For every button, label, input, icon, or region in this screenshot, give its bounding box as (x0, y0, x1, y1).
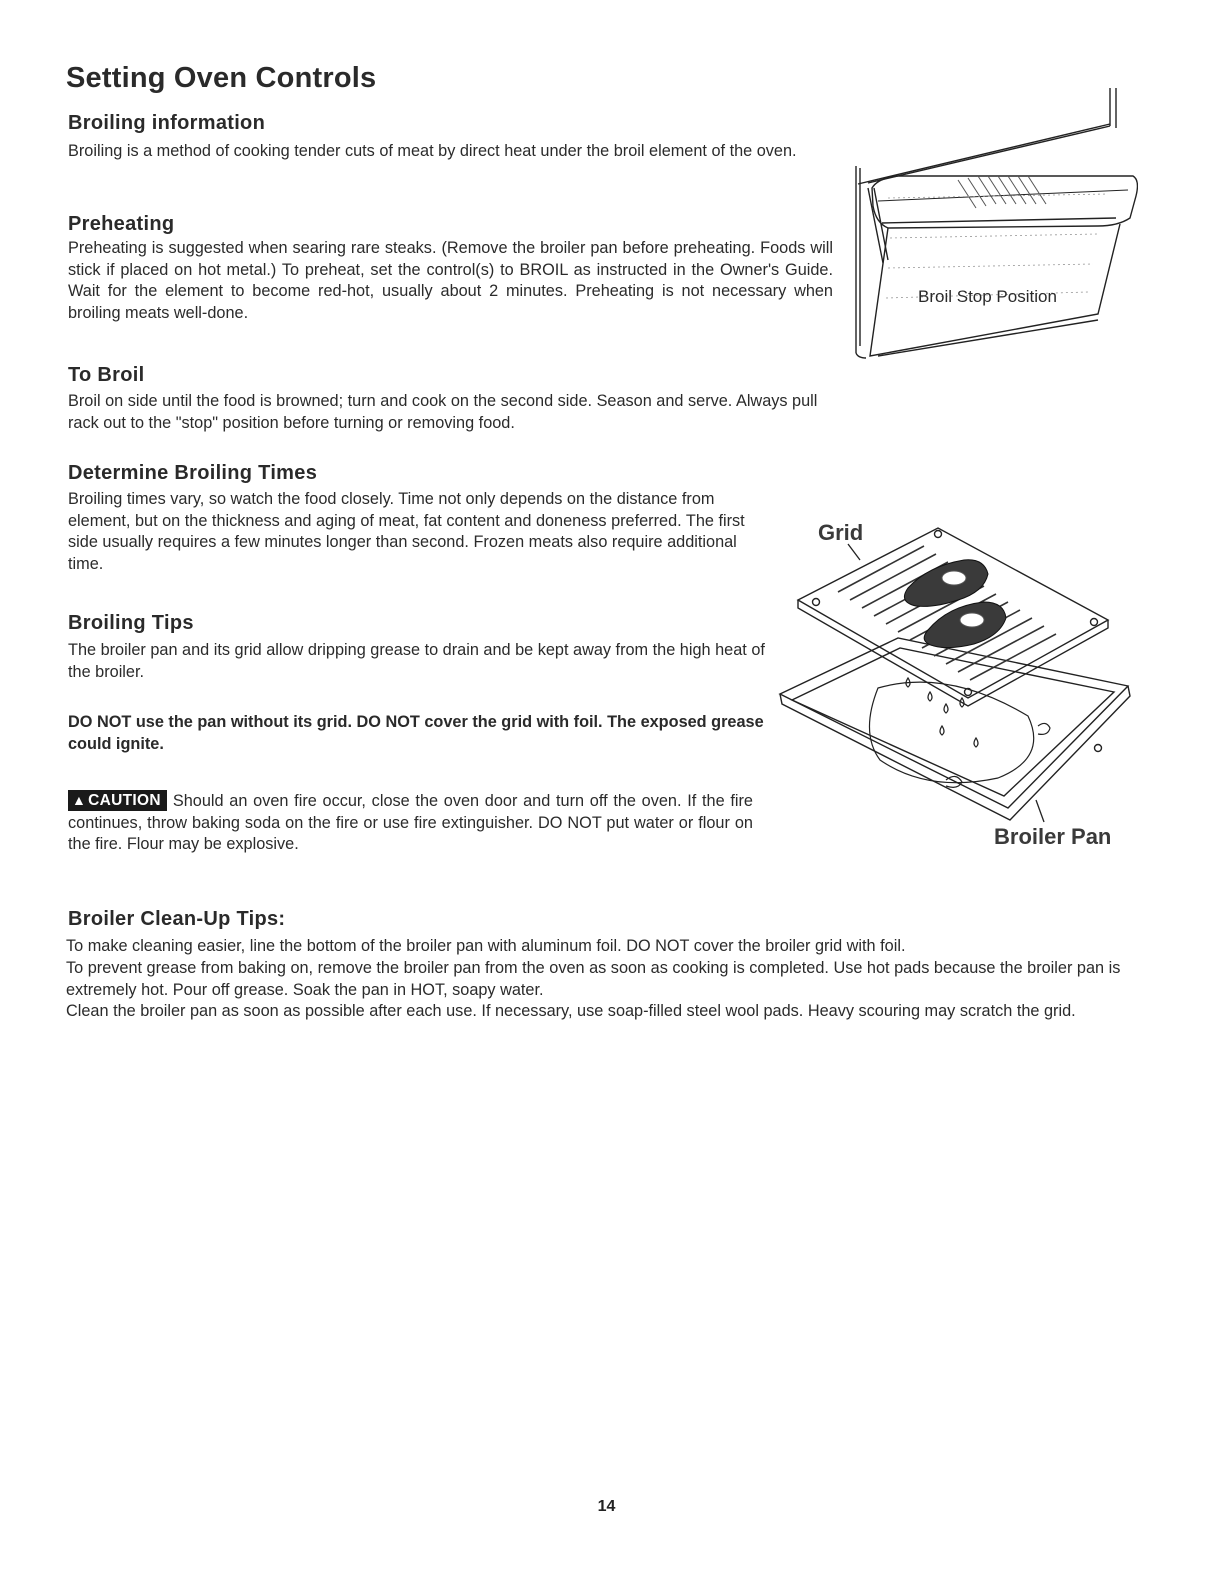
cleanup-line-1: To make cleaning easier, line the bottom of the broiler pan with aluminum foil. DO NOT cover the broiler grid with foil. (66, 937, 906, 955)
determine-times-text: Broiling times vary, so watch the food closely. Time not only depends on the distance from element, but on the thickness and aging of meat, fat content and doneness preferred. The first side usually requires a few minutes longer than second. Frozen meats also require additional time. (68, 490, 745, 573)
broiling-info-text: Broiling is a method of cooking tender cuts of meat by direct heat under the broil element of the oven. (68, 142, 797, 160)
broiler-pan-drawing (778, 508, 1138, 868)
caution-paragraph (68, 790, 753, 856)
broil-stop-label: Broil Stop Position (918, 287, 1057, 306)
oven-broil-stop-illustration (848, 88, 1138, 383)
preheating-heading: Preheating (68, 213, 175, 235)
page-title: Setting Oven Controls (66, 62, 377, 94)
caution-badge: ▲ CAUTION (68, 790, 167, 811)
caution-text: Should an oven fire occur, close the oven door and turn off the oven. If the fire continues, throw baking soda on the fire or use fire extinguisher. DO NOT put water or flour on the fire. Flour may be explosive. (68, 792, 753, 853)
cleanup-body (66, 936, 1141, 1023)
to-broil-heading: To Broil (68, 364, 145, 386)
warning-triangle-icon: ▲ (72, 792, 87, 808)
broiling-info-heading: Broiling information (68, 112, 266, 134)
broiler-pan-illustration (778, 508, 1138, 868)
broiling-tips-heading: Broiling Tips (68, 612, 194, 634)
cleanup-heading: Broiler Clean-Up Tips: (68, 908, 286, 930)
grid-label: Grid (818, 520, 864, 545)
broiler-pan-label: Broiler Pan (994, 824, 1112, 849)
foil-warning: DO NOT use the pan without its grid. DO NOT cover the grid with foil. The exposed grease could ignite. (68, 713, 764, 753)
preheating-text: Preheating is suggested when searing rare steaks. (Remove the broiler pan before preheating. Foods will stick if placed on hot metal.) To preheat, set the control(s) to BROIL as instructed in the Owner's Guide. Wait for the element to become red-hot, usually about 2 minutes. Preheating is not necessary when broiling meats well-done. (68, 239, 833, 322)
broiling-tips-text: The broiler pan and its grid allow dripping grease to drain and be kept away from the high heat of the broiler. (68, 641, 765, 681)
cleanup-line-2: To prevent grease from baking on, remove the broiler pan from the oven as soon as cooking is completed. Use hot pads because the broiler pan is extremely hot. Pour off grease. Soak the pan in HOT, soapy water. (66, 958, 1121, 999)
page-number: 14 (597, 1498, 616, 1515)
determine-times-heading: Determine Broiling Times (68, 462, 318, 484)
cleanup-line-3: Clean the broiler pan as soon as possible after each use. If necessary, use soap-filled steel wool pads. Heavy scouring may scratch the grid. (66, 1002, 1076, 1021)
oven-rack-drawing (848, 88, 1138, 383)
to-broil-text: Broil on side until the food is browned; turn and cook on the second side. Season and serve. Always pull rack out to the "stop" position before turning or removing food. (68, 392, 818, 432)
